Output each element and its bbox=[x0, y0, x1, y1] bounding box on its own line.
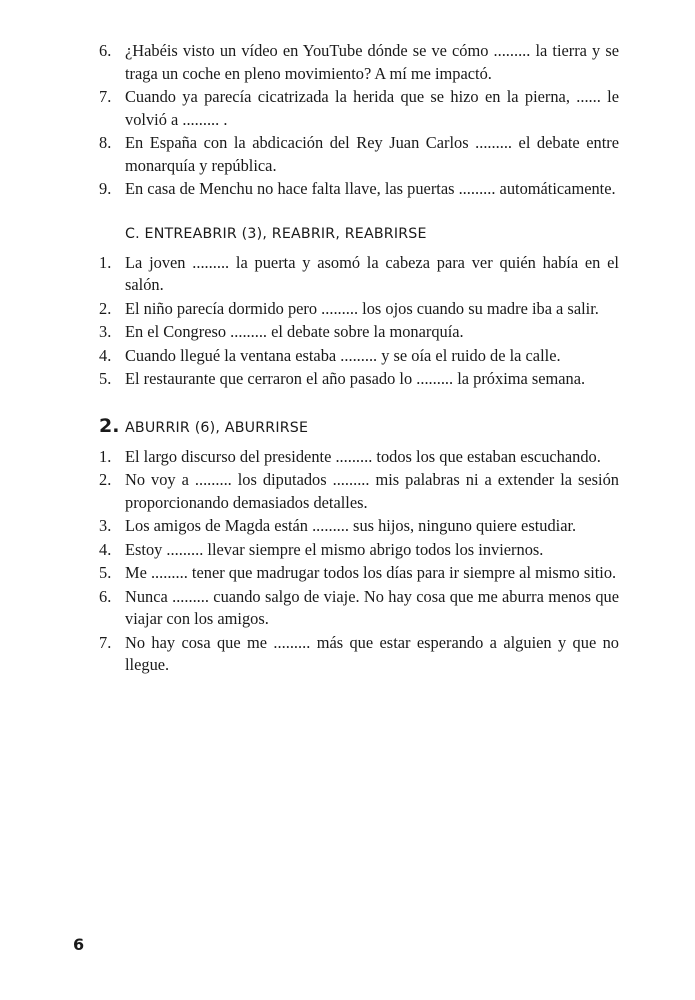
item-number: 4. bbox=[99, 539, 112, 559]
list-item bbox=[99, 86, 619, 131]
list-item bbox=[99, 562, 619, 585]
item-number: 9. bbox=[99, 179, 112, 198]
item-text: En España con la abdicación del Rey Juan Carlos ......... el debate entre monarquía y república. bbox=[125, 133, 619, 175]
list-item bbox=[99, 345, 619, 368]
item-text: No voy a ......... los diputados ......... mis palabras ni a extender la sesión proporcionando demasiados detalles. bbox=[125, 470, 619, 512]
item-number: 3. bbox=[99, 516, 112, 535]
item-number: 5. bbox=[99, 369, 112, 388]
item-text: Estoy ......... llevar siempre el mismo abrigo todos los inviernos. bbox=[125, 539, 544, 559]
item-text: En casa de Menchu no hace falta llave, las puertas ......... automáticamente. bbox=[125, 179, 616, 198]
page-content bbox=[99, 40, 619, 678]
list-item bbox=[99, 539, 619, 562]
list-item bbox=[99, 321, 619, 344]
page-number: 6 bbox=[73, 935, 85, 954]
item-number: 4. bbox=[99, 345, 112, 365]
item-number: 7. bbox=[99, 632, 112, 652]
item-number: 5. bbox=[99, 563, 112, 582]
list-item bbox=[99, 515, 619, 538]
item-number: 1. bbox=[99, 446, 112, 466]
list-item bbox=[99, 40, 619, 85]
item-number: 6. bbox=[99, 41, 112, 60]
item-number: 8. bbox=[99, 133, 112, 152]
section-title: ABURRIR (6), ABURRIRSE bbox=[125, 419, 309, 436]
item-number: 3. bbox=[99, 322, 112, 341]
exercise-list-2 bbox=[99, 446, 619, 677]
item-text: Cuando llegué la ventana estaba ......... y se oía el ruido de la calle. bbox=[125, 345, 561, 365]
item-text: La joven ......... la puerta y asomó la cabeza para ver quién había en el salón. bbox=[125, 252, 619, 294]
exercise-list-c bbox=[99, 252, 619, 391]
exercise-list-b bbox=[99, 40, 619, 201]
list-item bbox=[99, 446, 619, 469]
list-item bbox=[99, 469, 619, 514]
item-text: Nunca ......... cuando salgo de viaje. No hay cosa que me aburra menos que viajar con los amigos. bbox=[125, 586, 619, 628]
list-item bbox=[99, 368, 619, 391]
list-item bbox=[99, 178, 619, 201]
list-item bbox=[99, 632, 619, 677]
item-text: ¿Habéis visto un vídeo en YouTube dónde se ve cómo ......... la tierra y se traga un coche en pleno movimiento? A mí me impactó. bbox=[125, 41, 619, 83]
list-item bbox=[99, 252, 619, 297]
item-number: 2. bbox=[99, 470, 112, 489]
item-number: 7. bbox=[99, 87, 112, 106]
item-number: 6. bbox=[99, 586, 112, 606]
item-number: 1. bbox=[99, 252, 112, 272]
list-item bbox=[99, 298, 619, 321]
section-c-heading: C. ENTREABRIR (3), REABRIR, REABRIRSE bbox=[125, 225, 427, 242]
section-2-heading bbox=[99, 415, 619, 437]
list-item bbox=[99, 586, 619, 631]
item-text: En el Congreso ......... el debate sobre la monarquía. bbox=[125, 322, 464, 341]
item-text: El restaurante que cerraron el año pasado lo ......... la próxima semana. bbox=[125, 369, 586, 388]
item-text: Cuando ya parecía cicatrizada la herida que se hizo en la pierna, ...... le volvió a ......... . bbox=[125, 87, 619, 129]
item-text: No hay cosa que me ......... más que estar esperando a alguien y que no llegue. bbox=[125, 632, 619, 674]
item-text: Me ......... tener que madrugar todos los días para ir siempre al mismo sitio. bbox=[125, 563, 617, 582]
item-text: El niño parecía dormido pero ......... los ojos cuando su madre iba a salir. bbox=[125, 298, 599, 318]
item-number: 2. bbox=[99, 298, 112, 318]
item-text: El largo discurso del presidente ......... todos los que estaban escuchando. bbox=[125, 446, 601, 466]
item-text: Los amigos de Magda están ......... sus hijos, ninguno quiere estudiar. bbox=[125, 516, 577, 535]
section-number: 2. bbox=[99, 414, 120, 437]
list-item bbox=[99, 132, 619, 177]
